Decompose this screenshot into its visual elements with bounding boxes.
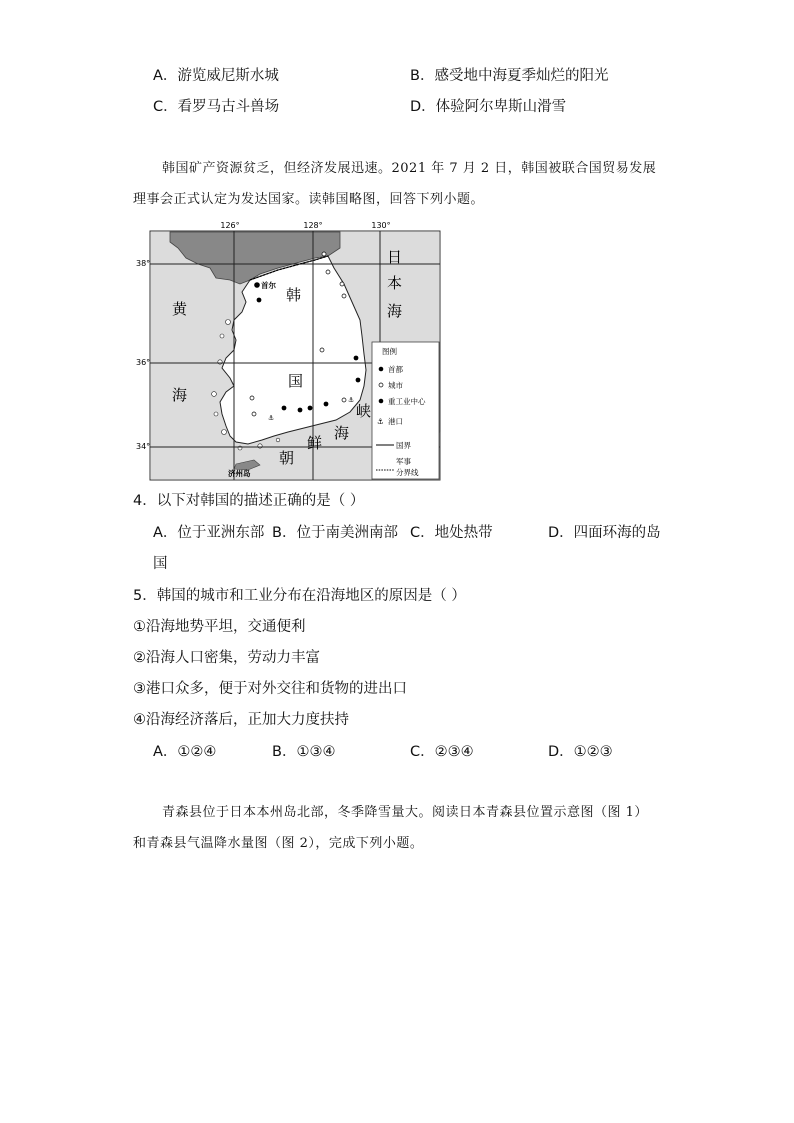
legend-border: 国界 xyxy=(396,441,411,450)
option-c: C．看罗马古斗兽场 xyxy=(153,99,280,115)
country-label-1: 韩 xyxy=(286,286,302,304)
korea-intro-line2: 理事会正式认定为发达国家。读韩国略图，回答下列小题。 xyxy=(133,192,485,207)
option-d: D．体验阿尔卑斯山滑雪 xyxy=(410,99,567,115)
q4-stem: 4．以下对韩国的描述正确的是（ ） xyxy=(133,493,365,509)
svg-text:⚓: ⚓ xyxy=(268,414,275,422)
legend-title: 图例 xyxy=(382,347,397,356)
q4-option-d-wrap: 国 xyxy=(153,556,168,572)
q5-stem: 5．韩国的城市和工业分布在沿海地区的原因是（ ） xyxy=(133,588,466,604)
capital-dot xyxy=(254,282,260,288)
q5-option-a: A．①②④ xyxy=(153,744,217,760)
q5-statement-2: ②沿海人口密集，劳动力丰富 xyxy=(133,650,320,666)
lat-label-38: 38° xyxy=(136,259,151,268)
legend-military: 军事 xyxy=(396,457,411,466)
japan-sea-label-1: 日 xyxy=(387,248,403,266)
aomori-intro-line2: 和青森县气温降水量图（图 2），完成下列小题。 xyxy=(133,836,424,851)
legend-demarcation: 分界线 xyxy=(396,468,419,477)
country-label-2: 国 xyxy=(288,372,304,390)
korea-intro-line1: 韩国矿产资源贫乏，但经济发展迅速。2021 年 7 月 2 日，韩国被联合国贸易发展 xyxy=(162,161,657,176)
strait-label-1: 朝 xyxy=(279,449,295,467)
strait-label-4: 峡 xyxy=(356,402,372,420)
strait-label-3: 海 xyxy=(334,424,350,442)
q5-option-c: C．②③④ xyxy=(410,744,474,760)
q4-option-a: A．位于亚洲东部 xyxy=(153,525,265,541)
strait-label-2: 鲜 xyxy=(307,434,323,452)
legend-industry: 重工业中心 xyxy=(388,397,426,406)
q5-option-d: D．①②③ xyxy=(548,744,613,760)
yellow-sea-label-2: 海 xyxy=(172,386,188,404)
q5-statement-4: ④沿海经济落后，正加大力度扶持 xyxy=(133,712,349,728)
map-legend xyxy=(372,342,439,479)
q4-option-d: D．四面环海的岛 xyxy=(548,525,661,541)
jeju-label: 济州岛 xyxy=(228,469,251,478)
lon-label-130: 130° xyxy=(371,221,391,230)
lon-label-126: 126° xyxy=(220,221,240,230)
yellow-sea-label-1: 黄 xyxy=(172,300,188,318)
q4-option-b: B．位于南美洲南部 xyxy=(272,525,398,541)
q5-option-b: B．①③④ xyxy=(272,744,336,760)
legend-city: 城市 xyxy=(388,381,403,390)
option-a: A．游览威尼斯水城 xyxy=(153,68,279,84)
q4-option-c: C．地处热带 xyxy=(410,525,493,541)
capital-label: 首尔 xyxy=(261,281,276,290)
legend-port: 港口 xyxy=(388,417,403,426)
q5-statement-1: ①沿海地势平坦，交通便利 xyxy=(133,619,306,635)
option-b: B．感受地中海夏季灿烂的阳光 xyxy=(410,68,609,84)
svg-text:⚓: ⚓ xyxy=(348,396,355,404)
q5-statement-3: ③港口众多，便于对外交往和货物的进出口 xyxy=(133,681,407,697)
korea-map xyxy=(136,218,442,482)
japan-sea-label-3: 海 xyxy=(387,302,403,320)
japan-sea-label-2: 本 xyxy=(387,274,403,292)
lat-label-34: 34° xyxy=(136,442,151,451)
legend-port-icon: ⚓ xyxy=(377,417,384,426)
legend-capital: 首都 xyxy=(388,365,403,374)
lon-label-128: 128° xyxy=(303,221,323,230)
lat-label-36: 36° xyxy=(136,358,151,367)
aomori-intro-line1: 青森县位于日本本州岛北部，冬季降雪量大。阅读日本青森县位置示意图（图 1） xyxy=(162,805,648,820)
